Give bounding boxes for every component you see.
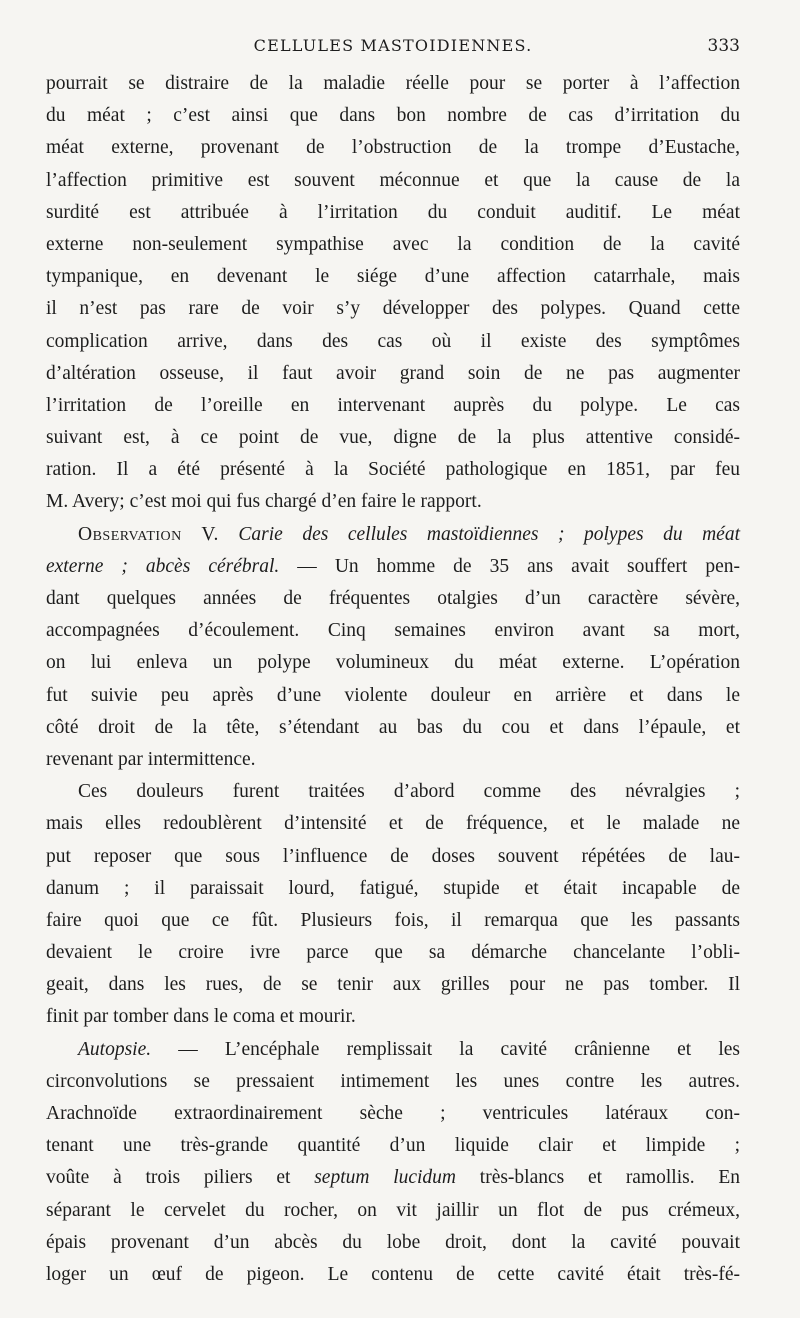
text-line: danum ; il paraissait lourd, fatigué, stupide et était incapable de [46,877,740,899]
observation-title-cont: externe ; abcès cérébral. [46,555,280,577]
running-head [46,34,740,58]
text-line: du méat ; c’est ainsi que dans bon nombre de cas d’irritation du [46,105,740,127]
septum-term: septum lucidum [314,1167,457,1189]
running-title: CELLULES MASTOIDIENNES. [253,36,533,55]
observation-heading-line [46,519,740,551]
text-line: épais provenant d’un abcès du lobe droit, dont la cavité pouvait [46,1231,740,1253]
text-line: loger un œuf de pigeon. Le contenu de cette cavité était très-fé- [46,1263,740,1285]
paragraph-autopsie [46,1034,740,1292]
autopsie-text: — L’encéphale remplissait la cavité crânienne et les [178,1038,740,1060]
observation-text: — Un homme de 35 ans avait souffert pen- [297,555,740,577]
text-line [46,1162,740,1194]
text-line: geait, dans les rues, de se tenir aux grilles pour ne pas tomber. Il [46,974,740,996]
text-line: put reposer que sous l’influence de doses souvent répétées de lau- [46,845,740,867]
text-line: il n’est pas rare de voir s’y développer des polypes. Quand cette [46,298,740,320]
text-line: Arachnoïde extraordinairement sèche ; ventricules latéraux con- [46,1103,740,1124]
text-line: tenant une très-grande quantité d’un liquide clair et limpide ; [46,1135,740,1157]
text-line: pourrait se distraire de la maladie réelle pour se porter à l’affection [46,73,740,94]
text-line: surdité est attribuée à l’irritation du conduit auditif. Le méat [46,201,740,223]
text-line: fut suivie peu après d’une violente douleur en arrière et dans le [46,684,740,706]
paragraph-observation [46,519,740,777]
text-line: dant quelques années de fréquentes otalgies d’un caractère sévère, [46,588,740,609]
paragraph-3 [46,776,740,1034]
text-line: séparant le cervelet du rocher, on vit jaillir un flot de pus crémeux, [46,1199,740,1221]
text-line [46,551,740,583]
septum-after: très-blancs et ramollis. En [479,1167,741,1189]
text-line: l’affection primitive est souvent méconnue et que la cause de la [46,169,740,191]
autopsie-label: Autopsie. [78,1038,152,1060]
text-line: externe non-seulement sympathise avec la condition de la cavité [46,233,740,255]
paragraph-1 [46,68,740,519]
text-line: revenant par intermittence. [46,748,256,770]
text-line: d’altération osseuse, il faut avoir grand soin de ne pas augmenter [46,362,740,384]
text-line: l’irritation de l’oreille en intervenant auprès du polype. Le cas [46,394,740,416]
text-line: faire quoi que ce fût. Plusieurs fois, il remarqua que les passants [46,909,740,931]
page-body [46,68,740,1291]
observation-title: Carie des cellules mastoïdiennes ; polypes du méat [238,523,740,545]
text-line: M. Avery; c’est moi qui fus chargé d’en faire le rapport. [46,491,482,513]
text-line: Ces douleurs furent traitées d’abord comme des névralgies ; [78,781,740,803]
septum-before: voûte à trois piliers et [46,1167,291,1189]
text-line: ration. Il a été présenté à la Société pathologique en 1851, par feu [46,459,740,481]
text-line: suivant est, à ce point de vue, digne de la plus attentive considé- [46,427,740,449]
text-line: complication arrive, dans des cas où il existe des symptômes [46,330,740,352]
text-line: côté droit de la tête, s’étendant au bas du cou et dans l’épaule, et [46,716,740,738]
text-line: devaient le croire ivre parce que sa démarche chancelante l’obli- [46,942,740,964]
text-line: méat externe, provenant de l’obstruction de la trompe d’Eustache, [46,137,740,159]
text-line: finit par tomber dans le coma et mourir. [46,1006,356,1028]
text-line: mais elles redoublèrent d’intensité et de fréquence, et le malade ne [46,813,740,835]
autopsie-heading-line [46,1034,740,1066]
page-number: 333 [707,36,740,56]
text-line: circonvolutions se pressaient intimement les unes contre les autres. [46,1070,740,1092]
text-line: accompagnées d’écoulement. Cinq semaines environ avant sa mort, [46,620,740,642]
text-line: tympanique, en devenant le siége d’une affection catarrhale, mais [46,266,740,288]
text-line: on lui enleva un polype volumineux du méat externe. L’opération [46,652,740,674]
observation-label: Observation V. [78,523,219,545]
